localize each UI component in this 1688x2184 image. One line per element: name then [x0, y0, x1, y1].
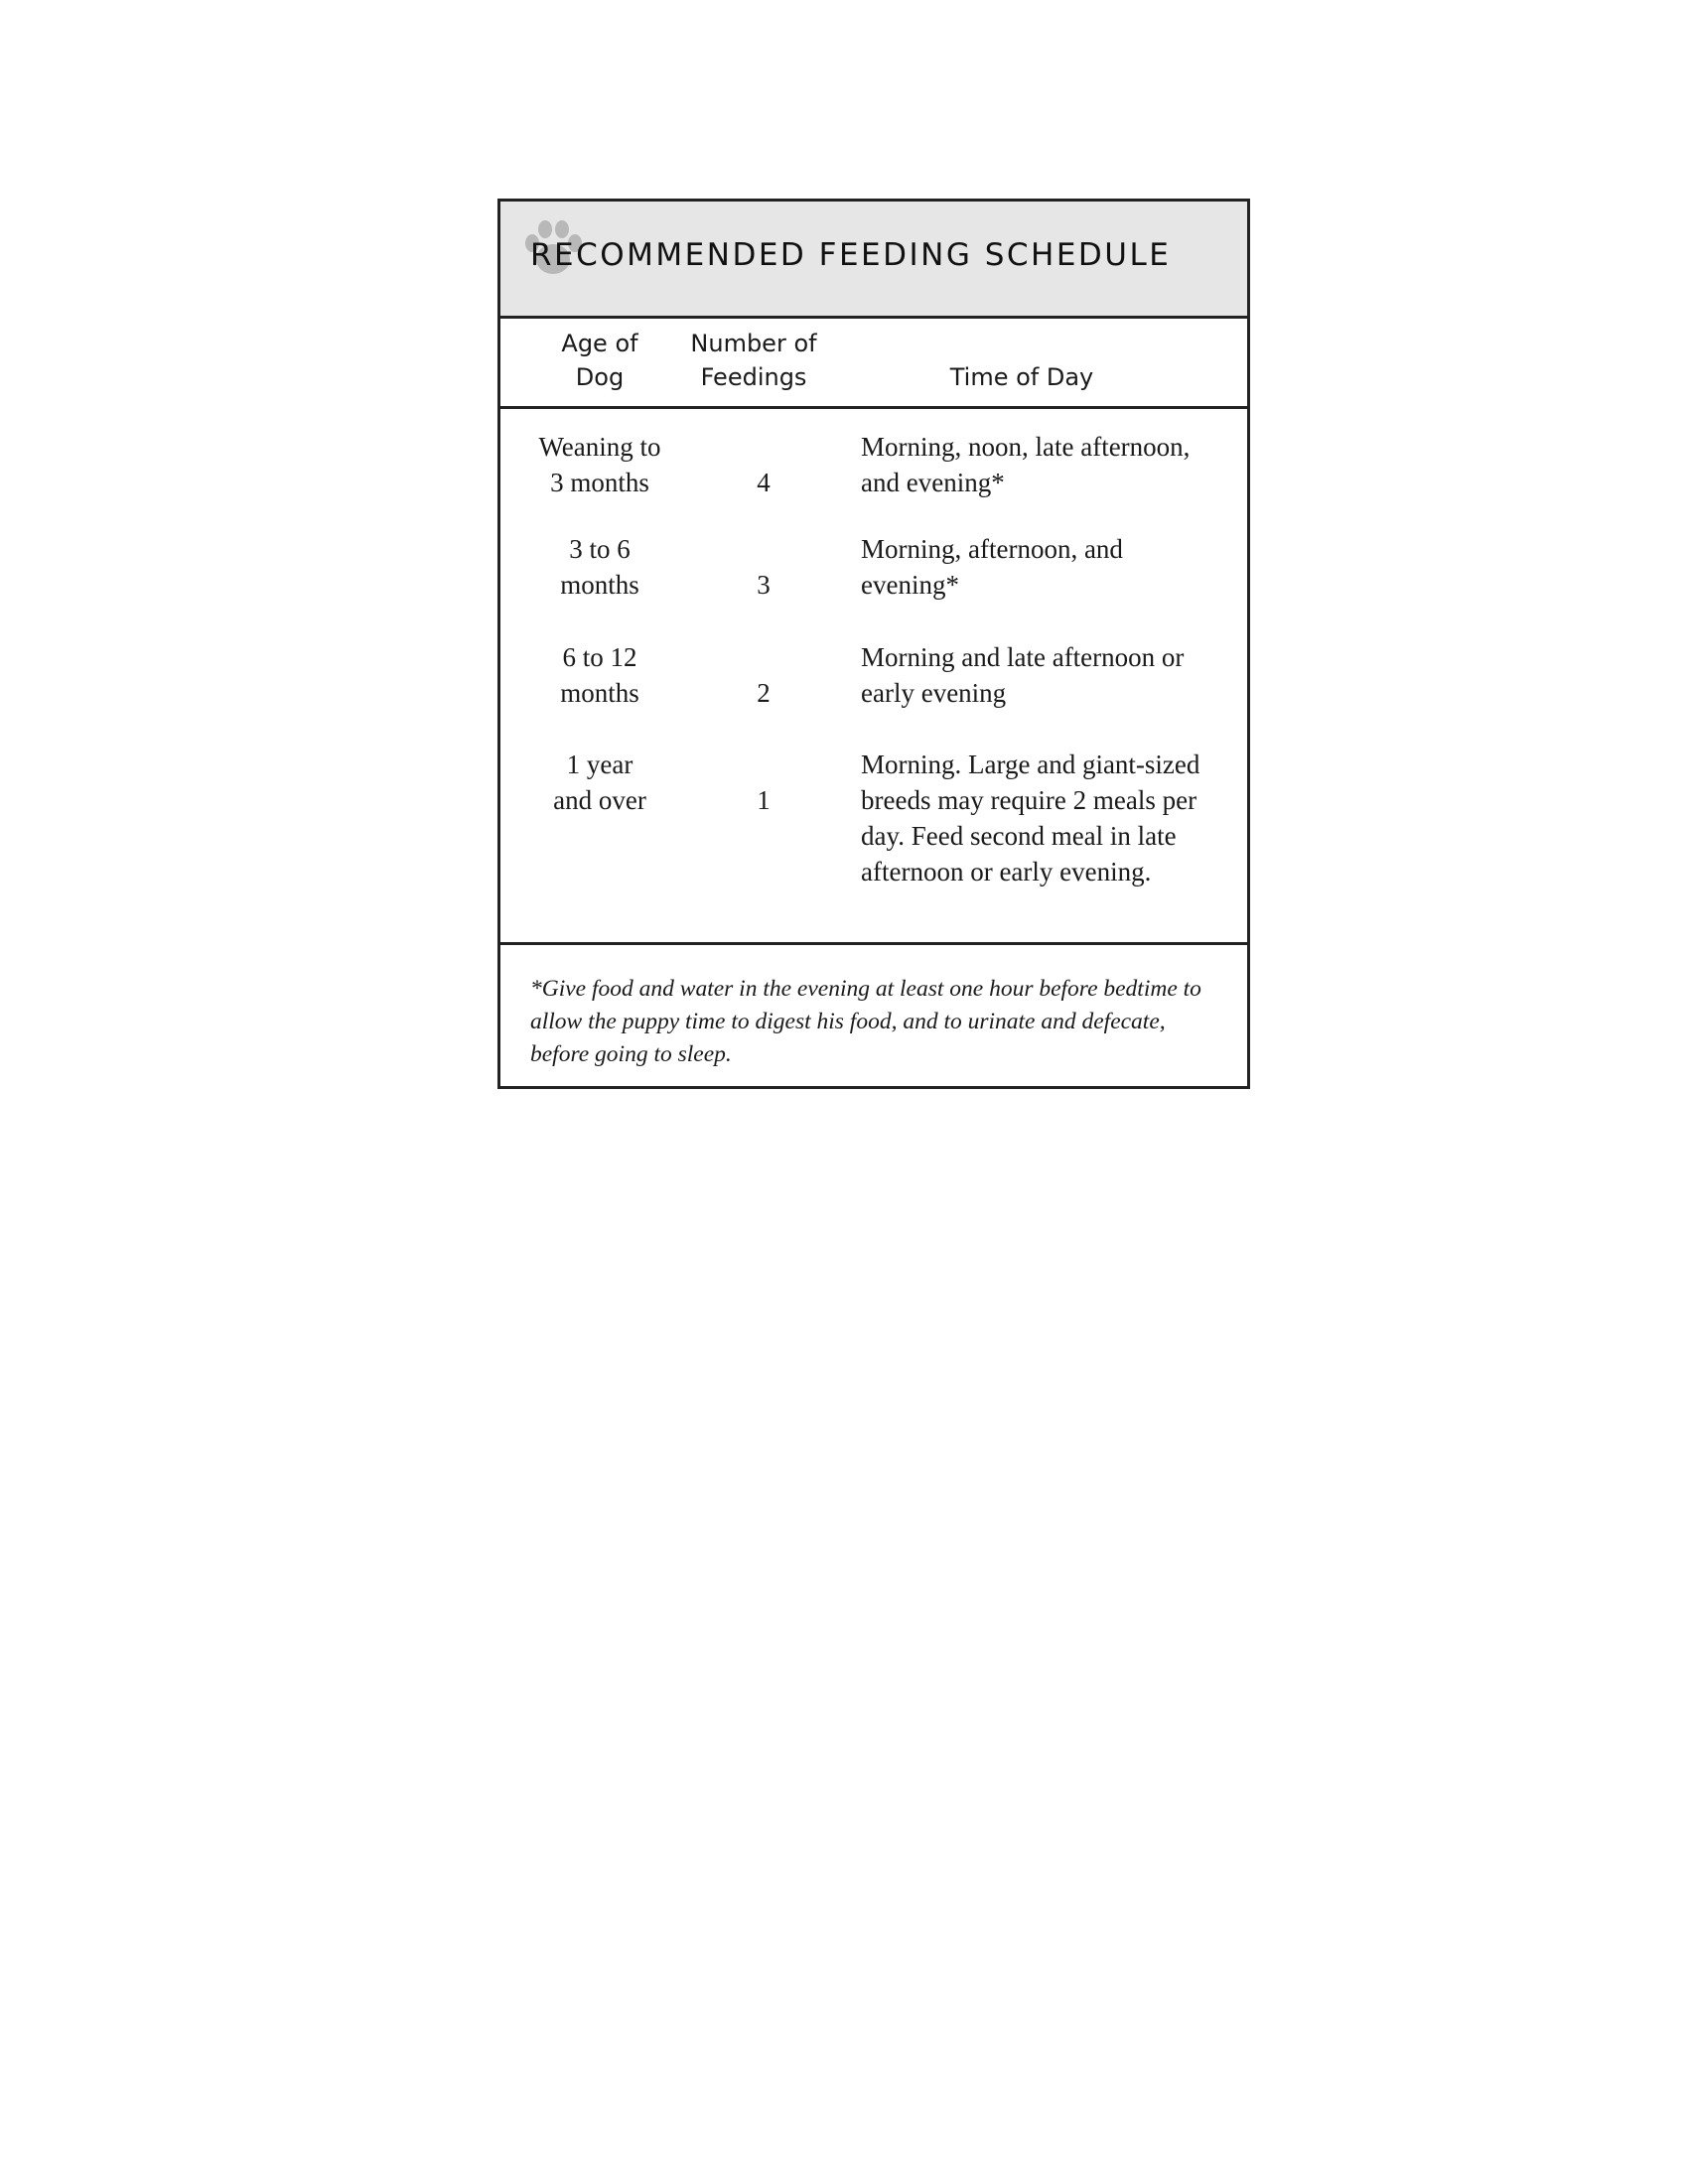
- cell-time-line: breeds may require 2 meals per: [861, 785, 1197, 815]
- cell-age: [515, 531, 684, 603]
- column-header-time: Time of Day: [949, 363, 1094, 391]
- cell-time: [861, 639, 1228, 711]
- cell-feedings: 4: [757, 468, 771, 497]
- column-headers: [500, 319, 1247, 409]
- feeding-schedule-card: [497, 199, 1250, 1089]
- cell-age-line: 1 year: [566, 750, 633, 779]
- cell-age-line: 3 months: [550, 468, 649, 497]
- cell-feedings: 1: [757, 785, 771, 815]
- cell-feedings: 2: [757, 678, 771, 708]
- column-header-feedings: [669, 327, 838, 394]
- column-header-age-line: Dog: [575, 363, 625, 391]
- cell-time-line: day. Feed second meal in late: [861, 821, 1177, 851]
- footnote: *Give food and water in the evening at least one hour before bedtime to allow the puppy time to digest his food, and to urinate and defecate, before going to sleep.: [530, 976, 1201, 1067]
- cell-age-line: months: [560, 570, 639, 600]
- cell-time-line: Morning, afternoon, and: [861, 534, 1123, 564]
- cell-age: [515, 747, 684, 818]
- cell-time-line: early evening: [861, 678, 1007, 708]
- footnote-section: [500, 942, 1247, 1086]
- column-header-age: [520, 327, 679, 394]
- cell-age-line: 6 to 12: [562, 642, 637, 672]
- column-header-age-line: Age of: [561, 330, 638, 357]
- cell-age-line: 3 to 6: [569, 534, 631, 564]
- column-header-feedings-line: Number of: [690, 330, 817, 357]
- cell-age-line: Weaning to: [538, 432, 661, 462]
- cell-age: [515, 429, 684, 500]
- cell-age: [515, 639, 684, 711]
- column-header-feedings-line: Feedings: [700, 363, 807, 391]
- page-title: RECOMMENDED FEEDING SCHEDULE: [530, 237, 1172, 273]
- cell-age-line: months: [560, 678, 639, 708]
- cell-age-line: and over: [553, 785, 646, 815]
- cell-time: [861, 531, 1228, 603]
- cell-time: [861, 429, 1228, 500]
- cell-time: [861, 747, 1228, 889]
- cell-time-line: and evening*: [861, 468, 1005, 497]
- title-bar: [500, 202, 1247, 319]
- cell-time-line: Morning. Large and giant-sized: [861, 750, 1200, 779]
- cell-feedings: 3: [757, 570, 771, 600]
- cell-time-line: evening*: [861, 570, 959, 600]
- cell-time-line: Morning, noon, late afternoon,: [861, 432, 1191, 462]
- cell-time-line: Morning and late afternoon or: [861, 642, 1185, 672]
- cell-time-line: afternoon or early evening.: [861, 857, 1152, 887]
